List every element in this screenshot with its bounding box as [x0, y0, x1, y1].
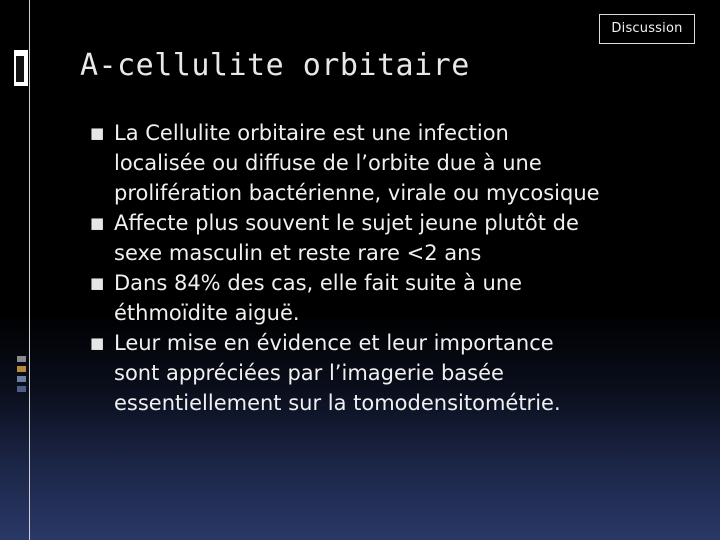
bullet-text: Leur mise en évidence et leur importance sont appréciées par l’imagerie basée essentiellement sur la tomodensitométrie. [114, 331, 561, 415]
bullet-list [88, 118, 698, 418]
square-bullet-icon: ■ [90, 274, 105, 292]
square-bullet-icon: ■ [90, 334, 105, 352]
bullet-item [88, 328, 698, 418]
bullet-item [88, 208, 698, 268]
bullet-text: Affecte plus souvent le sujet jeune plutôt de sexe masculin et reste rare <2 ans [114, 211, 579, 265]
color-swatch [17, 366, 26, 372]
bullet-text: La Cellulite orbitaire est une infection localisée ou diffuse de l’orbite due à une prolifération bactérienne, virale ou mycosique [114, 121, 600, 205]
accent-block-inner [16, 56, 24, 82]
left-divider [29, 0, 30, 540]
slide-title: A-cellulite orbitaire [80, 48, 470, 83]
color-swatch [17, 376, 26, 382]
bullet-item [88, 118, 698, 208]
color-swatch [17, 356, 26, 362]
section-tag: Discussion [599, 14, 695, 44]
bullet-text: Dans 84% des cas, elle fait suite à une éthmoïdite aiguë. [114, 271, 523, 325]
square-bullet-icon: ■ [90, 124, 105, 142]
square-bullet-icon: ■ [90, 214, 105, 232]
bullet-item [88, 268, 698, 328]
color-swatch [17, 386, 26, 392]
